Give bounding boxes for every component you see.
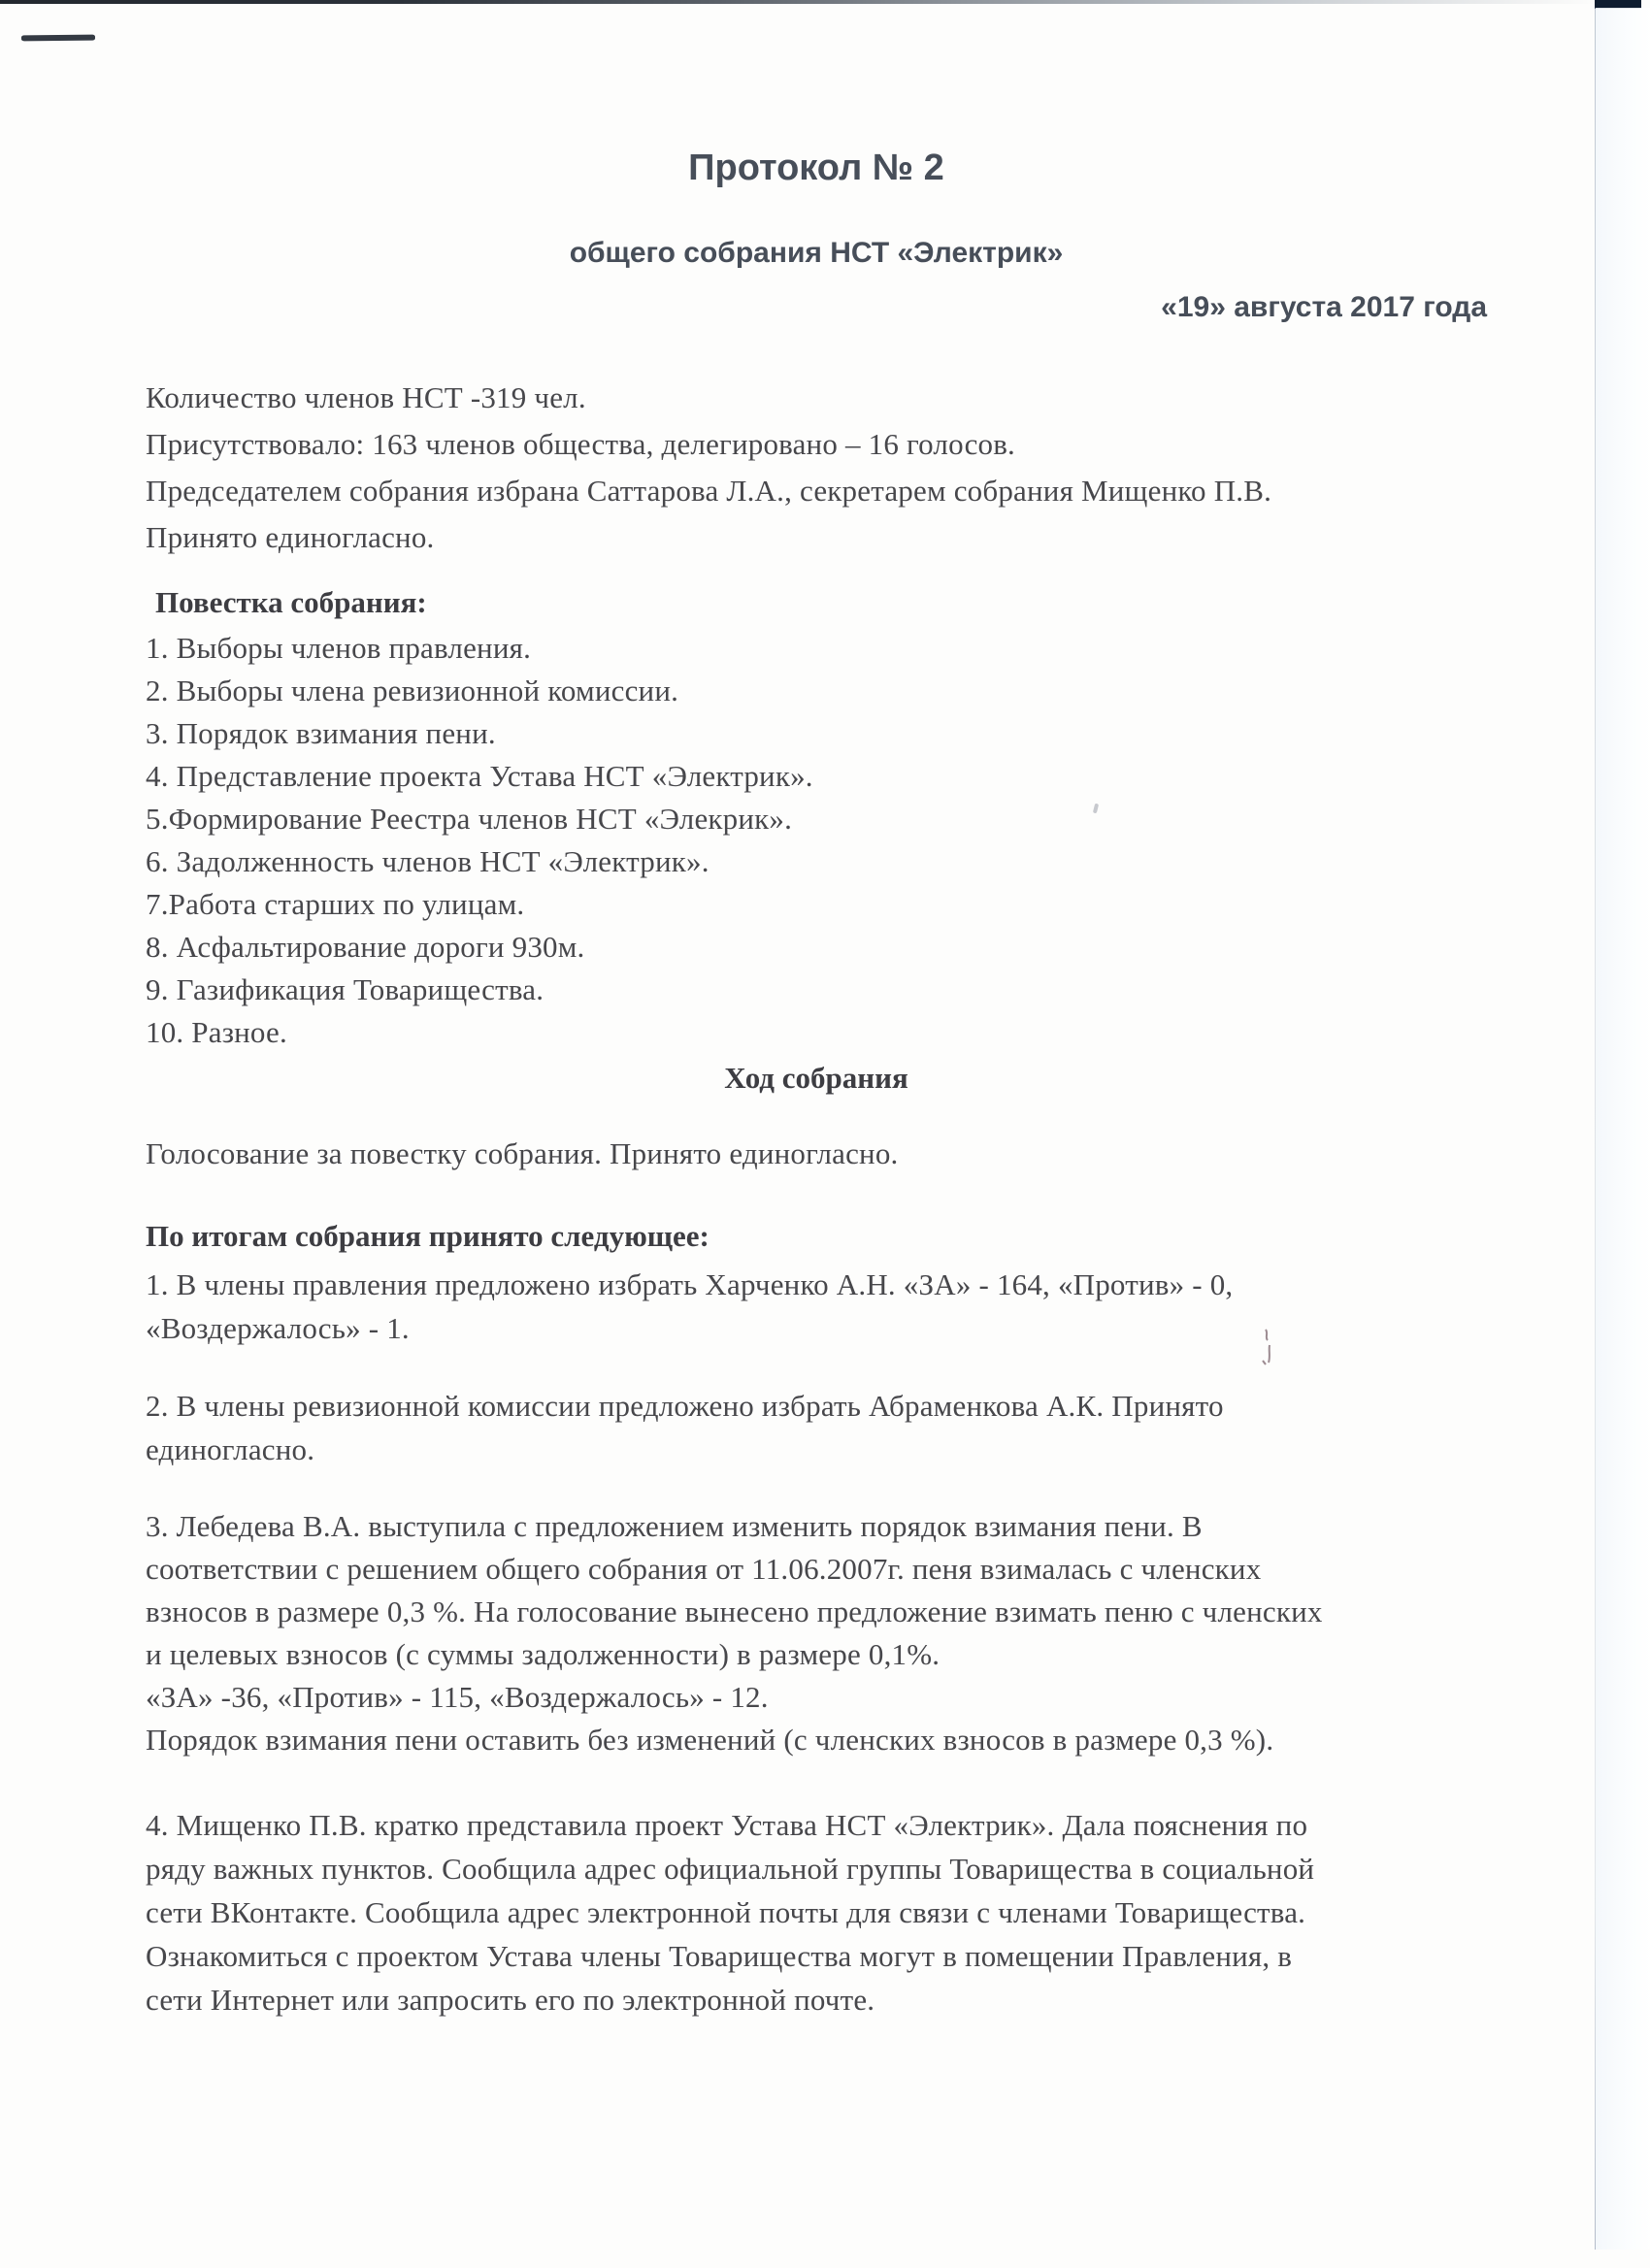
scan-mark-top-left (21, 35, 95, 42)
agenda-item: 10. Разное. (146, 1015, 287, 1049)
result-line: ряду важных пунктов. Сообщила адрес официальной группы Товарищества в социальной (146, 1852, 1315, 1886)
document-subtitle: общего собрания НСТ «Электрик» (569, 237, 1064, 269)
result-item-1 (146, 1263, 1487, 1350)
result-line: и целевых взносов (с суммы задолженности) в размере 0,1%. (146, 1637, 940, 1671)
result-line: 2. В члены ревизионной комиссии предложено избрать Абраменкова А.К. Принято (146, 1389, 1224, 1423)
intro-line-chairman: Председателем собрания избрана Саттарова Л.А., секретарем собрания Мищенко П.В. (146, 474, 1272, 508)
result-line: сети ВКонтакте. Сообщила адрес электронной почты для связи с членами Товарищества. (146, 1895, 1306, 1929)
result-line: единогласно. (146, 1432, 315, 1466)
agenda-list (146, 627, 1487, 1054)
result-line: взносов в размере 0,3 %. На голосование вынесено предложение взимать пеню с членских (146, 1594, 1323, 1628)
proceedings-heading: Ход собрания (724, 1061, 908, 1095)
agenda-item: 7.Работа старших по улицам. (146, 887, 525, 921)
result-line: соответствии с решением общего собрания от 11.06.2007г. пеня взималась с членских (146, 1552, 1262, 1586)
agenda-item: 2. Выборы члена ревизионной комиссии. (146, 674, 679, 707)
result-item-3 (146, 1505, 1487, 1761)
paper-edge-shadow (1596, 8, 1650, 2250)
result-line: Порядок взимания пени оставить без изменений (с членских взносов в размере 0,3 %). (146, 1723, 1274, 1757)
result-line: 3. Лебедева В.А. выступила с предложением изменить порядок взимания пени. В (146, 1509, 1203, 1543)
result-line: «Воздержалось» - 1. (146, 1311, 410, 1345)
agenda-item: 4. Представление проекта Устава НСТ «Электрик». (146, 759, 813, 793)
result-line: сети Интернет или запросить его по электронной почте. (146, 1983, 875, 2017)
agenda-vote-line: Голосование за повестку собрания. Принято единогласно. (146, 1136, 899, 1170)
agenda-item: 1. Выборы членов правления. (146, 631, 532, 665)
agenda-item: 8. Асфальтирование дороги 930м. (146, 930, 585, 964)
paper-edge-line (1595, 8, 1596, 2250)
result-line: 1. В члены правления предложено избрать Харченко А.Н. «ЗА» - 164, «Против» - 0, (146, 1267, 1234, 1301)
intro-paragraph (146, 375, 1487, 561)
agenda-item: 5.Формирование Реестра членов НСТ «Элекрик». (146, 802, 793, 836)
agenda-heading: Повестка собрания: (155, 585, 427, 619)
intro-line-members-count: Количество членов НСТ -319 чел. (146, 380, 586, 414)
result-line: 4. Мищенко П.В. кратко представила проект Устава НСТ «Электрик». Дала пояснения по (146, 1808, 1308, 1842)
document-content (146, 0, 1487, 2021)
intro-line-attendance: Присутствовало: 163 членов общества, делегировано – 16 голосов. (146, 427, 1016, 461)
result-line: Ознакомиться с проектом Устава члены Товарищества могут в помещении Правления, в (146, 1939, 1293, 1973)
agenda-item: 6. Задолженность членов НСТ «Электрик». (146, 844, 710, 878)
result-item-4 (146, 1803, 1487, 2021)
agenda-item: 3. Порядок взимания пени. (146, 716, 496, 750)
intro-line-accepted: Принято единогласно. (146, 520, 435, 554)
document-date: «19» августа 2017 года (1161, 291, 1487, 323)
results-heading: По итогам собрания принято следующее: (146, 1219, 710, 1253)
document-title: Протокол № 2 (688, 148, 944, 188)
agenda-item: 9. Газификация Товарищества. (146, 972, 544, 1006)
result-item-2 (146, 1384, 1487, 1471)
result-line: «ЗА» -36, «Против» - 115, «Воздержалось» - 12. (146, 1680, 769, 1714)
